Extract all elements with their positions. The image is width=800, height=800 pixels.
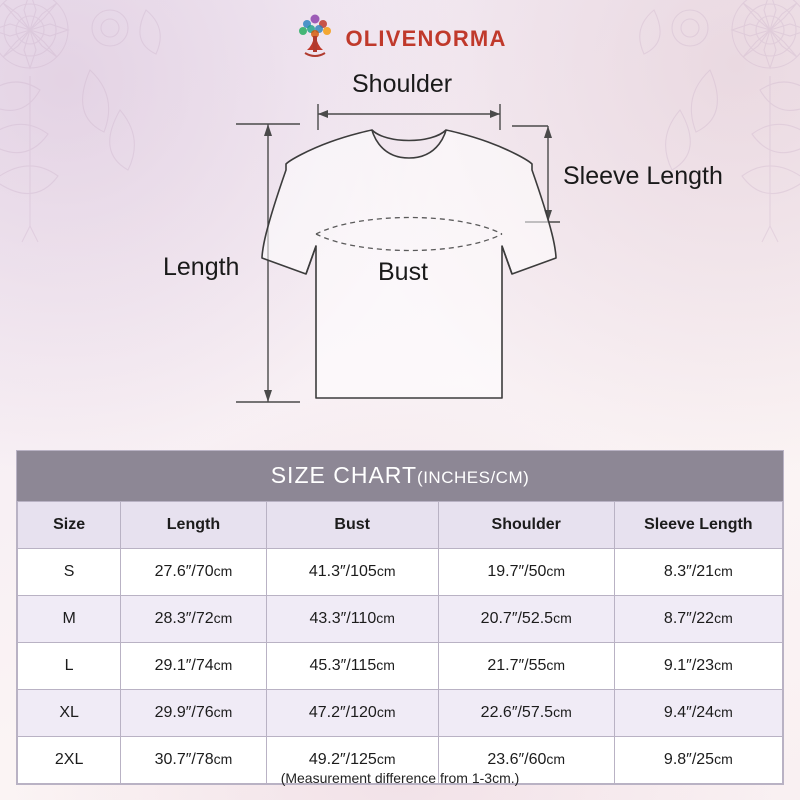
- table-row: [18, 549, 783, 596]
- label-shoulder: Shoulder: [352, 70, 453, 98]
- cell-sleeve-length: 8.3″/21cm: [614, 549, 782, 596]
- column-header-length: Length: [121, 502, 266, 549]
- size-chart: [16, 450, 784, 785]
- cell-shoulder: 21.7″/55cm: [438, 643, 614, 690]
- cell-sleeve-length: 9.1″/23cm: [614, 643, 782, 690]
- cell-length: 29.9″/76cm: [121, 690, 266, 737]
- size-chart-title: [17, 451, 783, 501]
- brand-header: [0, 12, 800, 66]
- cell-size: L: [18, 643, 121, 690]
- measurement-diagram: [0, 62, 800, 442]
- table-header-row: [18, 502, 783, 549]
- label-sleeve-length: Sleeve Length: [563, 162, 723, 190]
- cell-bust: 45.3″/115cm: [266, 643, 438, 690]
- cell-sleeve-length: 8.7″/22cm: [614, 596, 782, 643]
- cell-sleeve-length: 9.4″/24cm: [614, 690, 782, 737]
- cell-sleeve-length: 9.8″/25cm: [614, 737, 782, 784]
- tree-of-life-icon: [293, 12, 337, 66]
- cell-shoulder: 22.6″/57.5cm: [438, 690, 614, 737]
- size-table: [17, 501, 783, 784]
- column-header-bust: Bust: [266, 502, 438, 549]
- cell-shoulder: 23.6″/60cm: [438, 737, 614, 784]
- column-header-size: Size: [18, 502, 121, 549]
- brand-name: OLIVENORMA: [345, 26, 507, 51]
- cell-bust: 43.3″/110cm: [266, 596, 438, 643]
- measurement-note: (Measurement difference from 1-3cm.): [280, 770, 520, 786]
- column-header-shoulder: Shoulder: [438, 502, 614, 549]
- label-bust: Bust: [378, 258, 429, 286]
- table-row: [18, 596, 783, 643]
- table-row: [18, 690, 783, 737]
- cell-bust: 41.3″/105cm: [266, 549, 438, 596]
- cell-bust: 49.2″/125cm: [266, 737, 438, 784]
- cell-shoulder: 19.7″/50cm: [438, 549, 614, 596]
- cell-length: 28.3″/72cm: [121, 596, 266, 643]
- cell-size: 2XL: [18, 737, 121, 784]
- column-header-sleeve-length: Sleeve Length: [614, 502, 782, 549]
- cell-shoulder: 20.7″/52.5cm: [438, 596, 614, 643]
- cell-length: 29.1″/74cm: [121, 643, 266, 690]
- cell-size: S: [18, 549, 121, 596]
- table-row: [18, 643, 783, 690]
- cell-length: 27.6″/70cm: [121, 549, 266, 596]
- cell-bust: 47.2″/120cm: [266, 690, 438, 737]
- cell-size: M: [18, 596, 121, 643]
- size-chart-title-main: SIZE CHART: [270, 462, 418, 488]
- cell-size: XL: [18, 690, 121, 737]
- size-chart-title-units: (INCHES/CM): [417, 468, 530, 487]
- cell-length: 30.7″/78cm: [121, 737, 266, 784]
- label-length: Length: [163, 253, 240, 281]
